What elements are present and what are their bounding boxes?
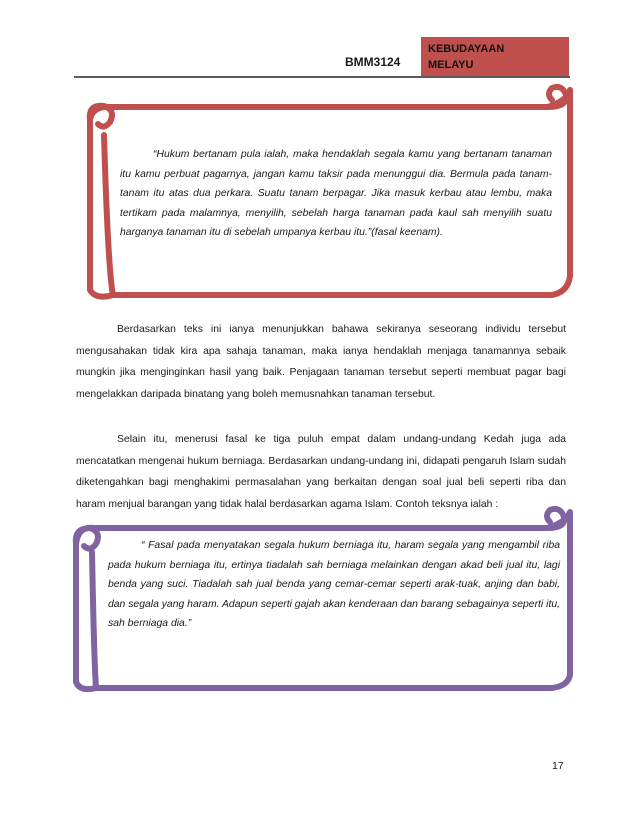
body-paragraph-1	[76, 319, 566, 405]
body-paragraph-2	[76, 429, 566, 515]
paragraph-1-text: Berdasarkan teks ini ianya menunjukkan bahawa sekiranya seseorang individu tersebut mengusahakan tidak kira apa sahaja tanaman, maka ianya hendaklah menjaga tanamannya sebaik mungkin jika menginginkan hasil yang baik. Penjagaan tanaman tersebut seperti membuat pagar bagi mengelakkan daripada binatang yang boleh memusnahkan tanaman tersebut.	[76, 324, 566, 400]
quote-1-text: “Hukum bertanam pula ialah, maka hendaklah segala kamu yang bertanam tanaman itu kamu perbuat pagarnya, jangan kamu taksir pada menunggui dia. Bermula pada tanam-tanam itu atas dua perkara. Suatu tanam berpagar. Jika masuk kerbau atau lembu, maka tertikam pada malamnya, menyilih, sebelah harga tanaman pada kaul sah menyilih suatu harganya tanaman itu di sebelah umpanya kerbau itu.”(fasal keenam).	[120, 149, 552, 238]
course-code: BMM3124	[345, 55, 401, 69]
course-title-line1: KEBUDAYAAN	[428, 43, 505, 55]
quote-2-text: “ Fasal pada menyatakan segala hukum berniaga itu, haram segala yang mengambil riba pada hukum berniaga itu, ertinya tiadalah sah berniaga melainkan dengan akad beli jual itu, lagi benda yang suci. Tiadalah sah jual benda yang cemar-cemar seperti arak-tuak, anjing dan babi, dan segala yang haram. Adapun seperti gajah akan kenderaan dan barang sebagainya seperti itu, sah berniaga dia.”	[108, 540, 560, 629]
quote-block-1	[120, 145, 552, 243]
page-number: 17	[552, 760, 564, 772]
course-title-line2: MELAYU	[428, 59, 474, 71]
quote-block-2	[108, 536, 560, 634]
paragraph-2-text: Selain itu, menerusi fasal ke tiga puluh empat dalam undang-undang Kedah juga ada mencatatkan mengenai hukum berniaga. Berdasarkan undang-undang ini, didapati pengaruh Islam sudah diketengahkan bagi menghakimi permasalahan yang berkaitan dengan soal jual beli seperti riba dan haram menjual barangan yang tidak halal berdasarkan agama Islam. Contoh teksnya ialah :	[76, 434, 566, 510]
